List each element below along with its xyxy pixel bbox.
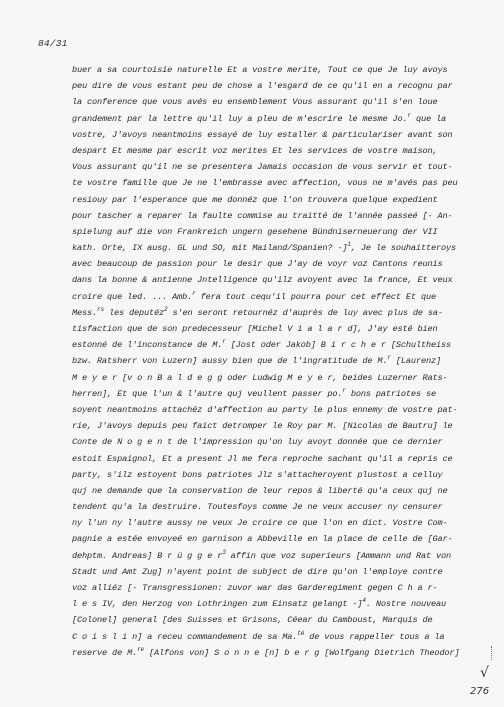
text-line [72,370,492,386]
text-line [72,321,492,337]
superscript: té [297,629,305,637]
text-line [72,62,492,78]
text-line [72,111,492,127]
text-line [72,645,492,661]
text-segment: pour tascher a reparer la faulte commise au traitté de l'année passeé [- An- [72,210,453,221]
text-line [72,629,492,645]
text-segment: rie, J'avoys depuis peu faict detromper le Roy par M. [Nicolas de Bautru] le [72,421,453,432]
superscript: r [387,354,391,362]
text-segment: avec beaucoup de passion pour le desir que J'ay de voyr voz Cantons reunis [72,259,443,270]
check-mark: √ [480,665,489,681]
text-line [72,305,492,321]
text-line [72,192,492,208]
text-line [72,596,492,612]
margin-mark [491,646,498,660]
text-segment: tendent qu'a la destruire. Toutesfoys comme Je ne veux accuser ny censurer [72,502,443,513]
text-segment: que la [410,113,446,124]
superscript: r [407,111,411,119]
text-segment: affin que voz superieurs [Ammann und Rat von [225,550,451,561]
text-line [72,159,492,175]
text-line [72,515,492,531]
text-segment: de vous rappeller tous a la [304,631,445,642]
text-segment: grandement par la lettre qu'il luy a pleu de m'escrire le mesme Jo. [72,113,408,124]
text-segment: croire que led. ... Amb. [72,291,193,302]
text-segment: Vous assurant qu'il ne se presentera Jamais occasion de vous servir et tout- [72,162,453,173]
superscript: 1 [347,241,351,249]
text-line [72,272,492,288]
text-segment: [Jost oder Jakob] B i r c h e r [Schultheiss [225,340,451,351]
superscript: 3 [222,548,226,556]
text-line [72,467,492,483]
superscript: r [222,338,226,346]
text-segment: les deputéz [103,307,165,318]
text-line [72,499,492,515]
text-line [72,127,492,143]
text-line [72,402,492,418]
text-segment: estoit Espaignol, Et a present Jl me fera reproche sachant qu'il a repris ce [72,453,453,464]
letter-body [72,62,492,661]
superscript: r [192,289,196,297]
text-segment: la conference que vous avés eu ensemblement Vous assurant qu'il s'en loue [72,97,438,108]
text-line [72,418,492,434]
text-line [72,256,492,272]
text-line [72,337,492,353]
text-segment: herren], Et que l'un & l'autre quj veullent passer po. [72,388,343,399]
page-number: 84/31 [38,38,68,49]
text-segment: buer a sa courtoisie naturelle Et a vostre merite, Tout ce que Je luy avoys [72,65,448,75]
text-segment: bzw. Ratsherr von Luzern] aussy bien que de l'ingratitude de M. [72,356,388,367]
text-line [72,240,492,256]
superscript: rs [97,305,104,313]
text-line [72,94,492,110]
text-segment: pagnie a estée envoyeé en garnison a Abbeville en la place de celle de [Gar- [72,534,453,545]
text-line [72,224,492,240]
text-line [72,434,492,450]
text-line [72,531,492,547]
text-segment: C o i s l i n] a receu commandement de sa Ma. [72,631,298,642]
text-line [72,483,492,499]
text-segment: , Je le souhaitteroys [350,243,456,254]
text-segment: s'en seront retournéz d'auprès de luy avec plus de sa- [167,307,443,318]
text-line [72,289,492,305]
text-line [72,175,492,191]
text-segment: quj ne demande que la conservation de leur repos & liberté qu'a ceux quj ne [72,485,448,496]
superscript: r [342,386,346,394]
text-line [72,580,492,596]
text-segment: [Laurenz] [390,356,441,367]
text-line [72,386,492,402]
text-segment: l e s IV, den Herzog von Lothringen zum Einsatz gelangt -] [72,599,363,610]
text-segment: voz alliéz [- Transgressionen: zuvor war das Garderegiment gegen C h a r- [72,583,438,593]
text-segment: resiouy par l'esperance que me donnéz que l'on trouvera quelque expedient [72,194,438,205]
text-segment: dehptm. Andreas] B r ü g g e r [72,550,223,561]
text-line [72,208,492,224]
text-segment: tisfaction que de son predecesseur [Michel V i a l a r d], J'ay esté bien [72,324,438,334]
superscript: 2 [164,305,168,313]
text-segment: Mess. [72,307,98,318]
text-line [72,548,492,564]
text-line [72,353,492,369]
text-segment: reserve de M. [72,647,138,658]
text-segment: . Nostre nouveau [365,599,446,610]
text-segment: dans la bonne & antienne Jntelligence qu'ilz avoyent avec la france, Et veux [72,275,453,286]
text-segment: fera tout cequ'il pourra pour cet effect Et que [195,291,436,302]
text-segment: party, s'ilz estoyent bons patriotes Jlz s'attacheroyent plustost a celluy [72,469,443,480]
text-segment: peu dire de vous estant peu de chose a l'esgard de ce qu'il en a recognu par [72,81,453,92]
text-segment: [Alfons von] S o n n e [n] b e r g [Wolfgang Dietrich Theodor] [144,647,460,658]
text-line [72,451,492,467]
archive-number: 276 [470,686,490,697]
text-segment: M e y e r [v o n B a l d e g g oder Ludwig M e y e r, beides Luzerner Rats- [72,372,448,383]
text-line [72,78,492,94]
text-segment: te vostre famille que Je ne l'embrasse avec affection, vous ne m'avés pas peu [72,178,458,189]
text-segment: Conte de N o g e n t de l'impression qu'on luy avoyt donnée que ce dernier [72,437,443,448]
text-segment: estonné de l'inconstance de M. [72,340,223,351]
text-segment: spielung auf die von Frankreich ungern gesehene Bündniserneuerung der VII [72,226,438,237]
text-line [72,612,492,628]
text-line [72,143,492,159]
superscript: re [137,645,144,653]
text-segment: ny l'un ny l'autre aussy ne veux Je croire ce que l'on en dict. Vostre Com- [72,518,448,529]
text-segment: [Colonel] general [des Suisses et Grisons, Céear du Camboust, Marquis de [72,615,433,626]
text-segment: soyent neantmoins attachéz d'affection au party le plus ennemy de vostre pat- [72,404,458,415]
superscript: 4 [362,597,366,605]
text-segment: vostre, J'avoys neantmoins essayé de luy estaller & particulariser avant son [72,129,453,140]
text-segment: bons patriotes se [345,388,436,399]
text-segment: kath. Orte, IX ausg. GL und SO, mit Mailand/Spanien? -] [72,243,348,254]
text-segment: despart Et mesme par escrit voz merites Et les services de vostre maison, [72,145,438,156]
text-line [72,564,492,580]
text-segment: Stadt und Amt Zug] n'ayent point de subject de dire qu'on l'employe contre [72,566,443,577]
